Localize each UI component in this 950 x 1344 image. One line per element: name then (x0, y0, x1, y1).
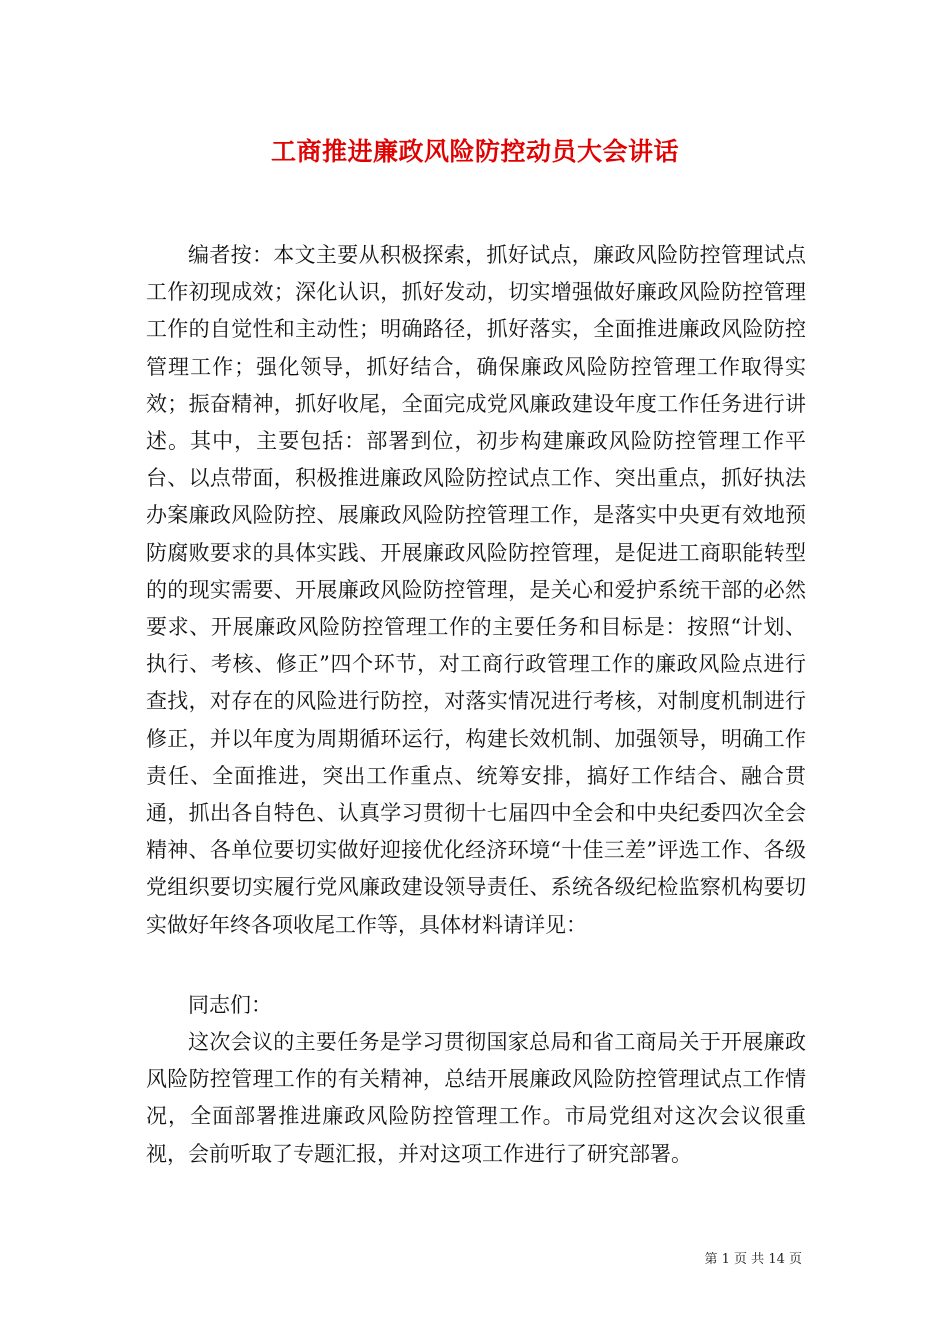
editor-note-paragraph: 编者按：本文主要从积极探索，抓好试点，廉政风险防控管理试点工作初现成效；深化认识，抓好发动，切实增强做好廉政风险防控管理工作的自觉性和主动性；明确路径，抓好落实，全面推进廉政风险防控管理工作；强化领导，抓好结合，确保廉政风险防控管理工作取得实效；振奋精神，抓好收尾，全面完成党风廉政建设年度工作任务进行讲述。其中，主要包括：部署到位，初步构建廉政风险防控管理工作平台、以点带面，积极推进廉政风险防控试点工作、突出重点，抓好执法办案廉政风险防控、展廉政风险防控管理工作，是落实中央更有效地预防腐败要求的具体实践、开展廉政风险防控管理，是促进工商职能转型的的现实需要、开展廉政风险防控管理，是关心和爱护系统干部的必然要求、开展廉政风险防控管理工作的主要任务和目标是：按照“计划、执行、考核、修正”四个环节，对工商行政管理工作的廉政风险点进行查找，对存在的风险进行防控，对落实情况进行考核，对制度机制进行修正，并以年度为周期循环运行，构建长效机制、加强领导，明确工作责任、全面推进，突出工作重点、统筹安排，搞好工作结合、融合贯通，抓出各自特色、认真学习贯彻十七届四中全会和中央纪委四次全会精神、各单位要切实做好迎接优化经济环境“十佳三差”评选工作、各级党组织要切实履行党风廉政建设领导责任、系统各级纪检监察机构要切实做好年终各项收尾工作等，具体材料请详见： (146, 243, 806, 937)
salutation: 同志们： (188, 993, 272, 1017)
body-block (146, 1024, 806, 1173)
document-title: 工商推进廉政风险防控动员大会讲话 (270, 137, 679, 166)
editor-note-block (146, 237, 806, 944)
body-paragraph: 这次会议的主要任务是学习贯彻国家总局和省工商局关于开展廉政风险防控管理工作的有关精神，总结开展廉政风险防控管理试点工作情况，全面部署推进廉政风险防控管理工作。市局党组对这次会议很重视，会前听取了专题汇报，并对这项工作进行了研究部署。 (146, 1030, 806, 1166)
page-number: 第 1 页 共 14 页 (704, 1252, 802, 1267)
